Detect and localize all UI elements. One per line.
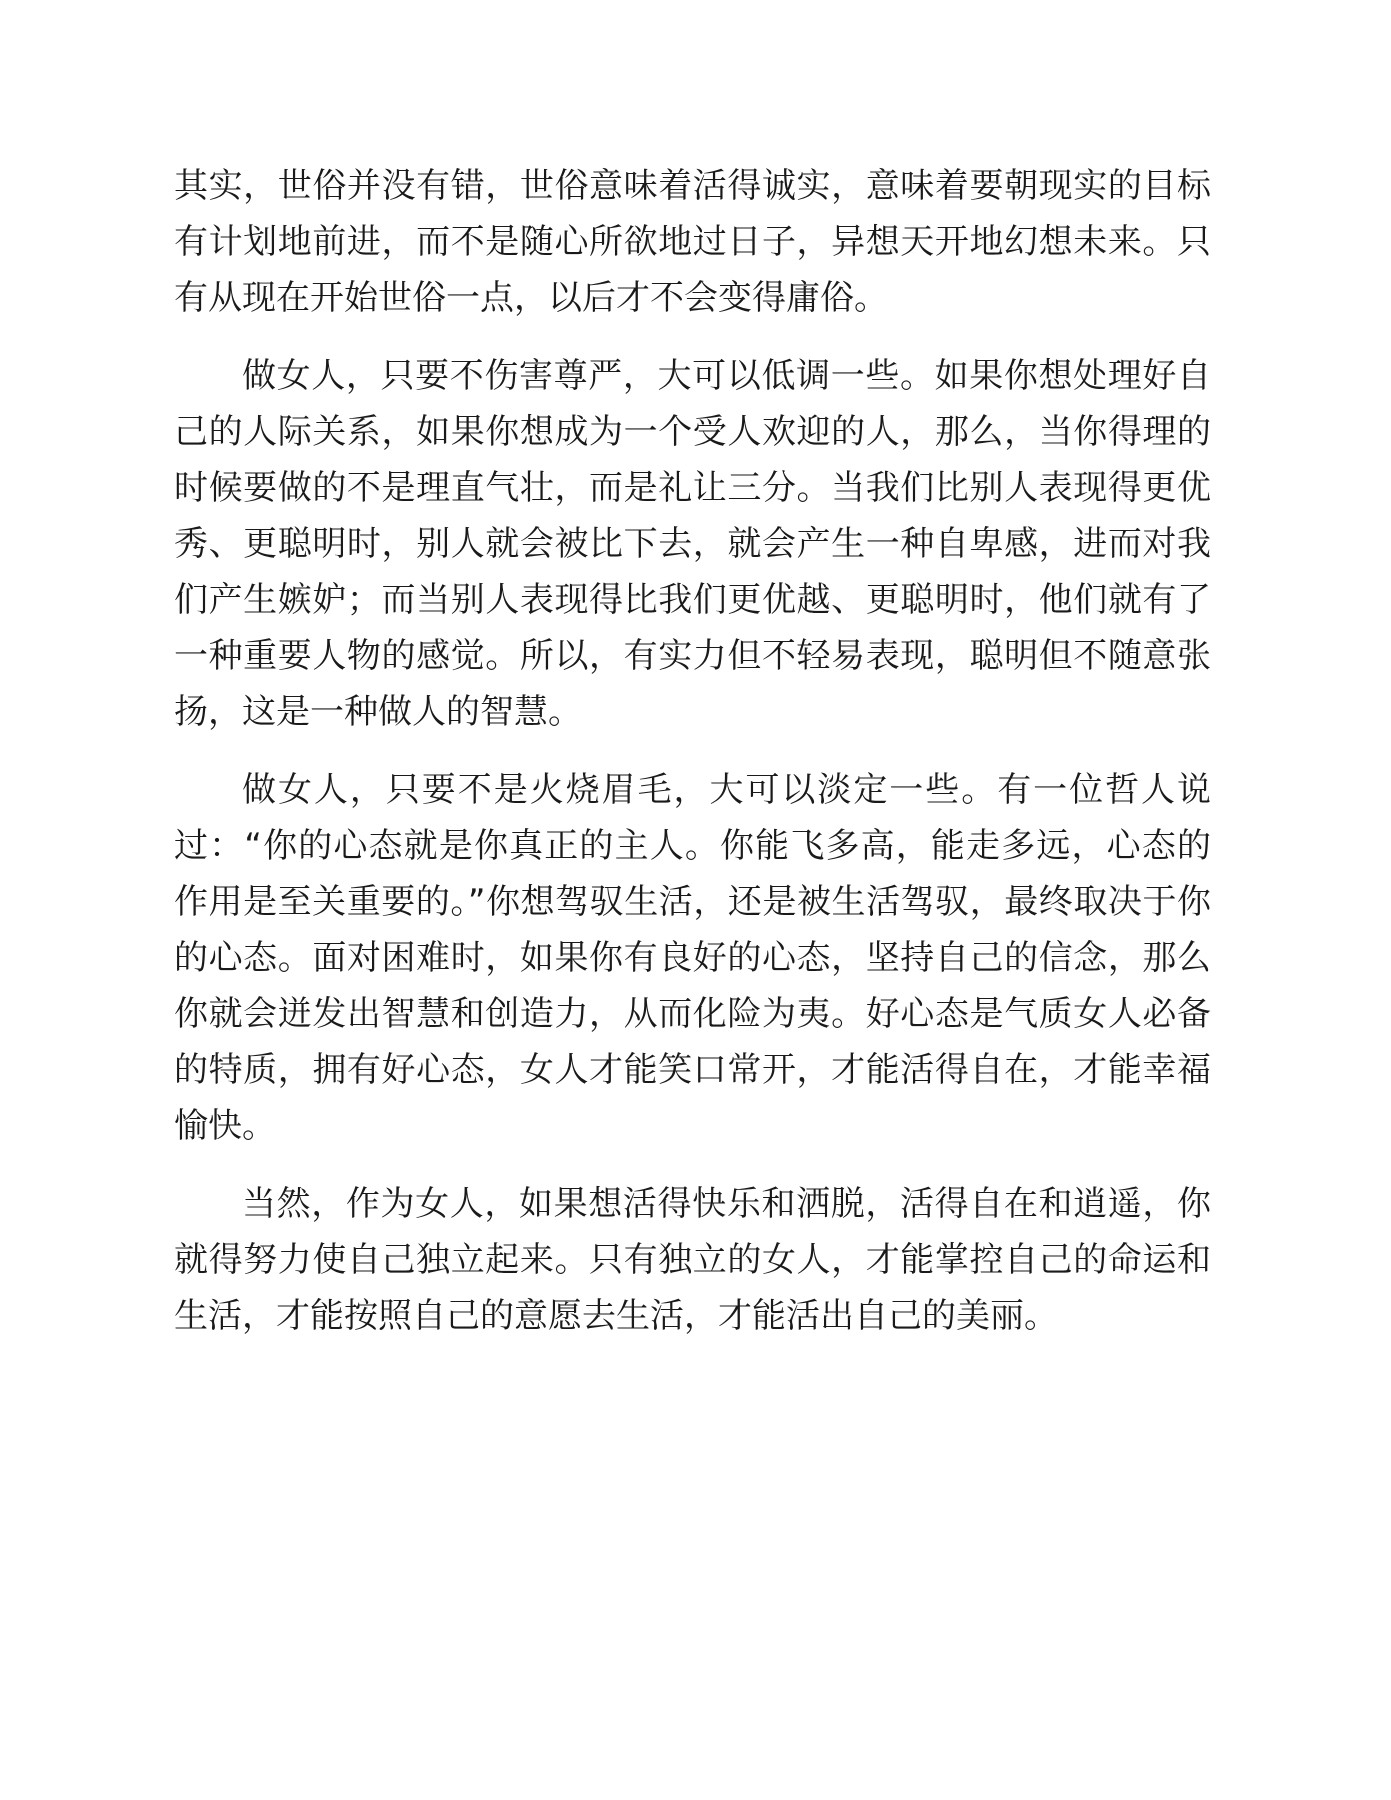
- paragraph-1: 其实，世俗并没有错，世俗意味着活得诚实，意味着要朝现实的目标有计划地前进，而不是随心所欲地过日子，异想天开地幻想未来。只有从现在开始世俗一点，以后才不会变得庸俗。: [174, 166, 1211, 318]
- paragraph-4: 当然，作为女人，如果想活得快乐和洒脱，活得自在和逍遥，你就得努力使自己独立起来。只有独立的女人，才能掌控自己的命运和生活，才能按照自己的意愿去生活，才能活出自己的美丽。: [174, 1184, 1211, 1336]
- paragraph-2: 做女人，只要不伤害尊严，大可以低调一些。如果你想处理好自己的人际关系，如果你想成为一个受人欢迎的人，那么，当你得理的时候要做的不是理直气壮，而是礼让三分。当我们比别人表现得更优秀、更聪明时，别人就会被比下去，就会产生一种自卑感，进而对我们产生嫉妒；而当别人表现得比我们更优越、更聪明时，他们就有了一种重要人物的感觉。所以，有实力但不轻易表现，聪明但不随意张扬，这是一种做人的智慧。: [174, 356, 1211, 732]
- paragraph-3: 做女人，只要不是火烧眉毛，大可以淡定一些。有一位哲人说过：“你的心态就是你真正的主人。你能飞多高，能走多远，心态的作用是至关重要的。”你想驾驭生活，还是被生活驾驭，最终取决于你的心态。面对困难时，如果你有良好的心态，坚持自己的信念，那么你就会迸发出智慧和创造力，从而化险为夷。好心态是气质女人必备的特质，拥有好心态，女人才能笑口常开，才能活得自在，才能幸福愉快。: [174, 770, 1211, 1146]
